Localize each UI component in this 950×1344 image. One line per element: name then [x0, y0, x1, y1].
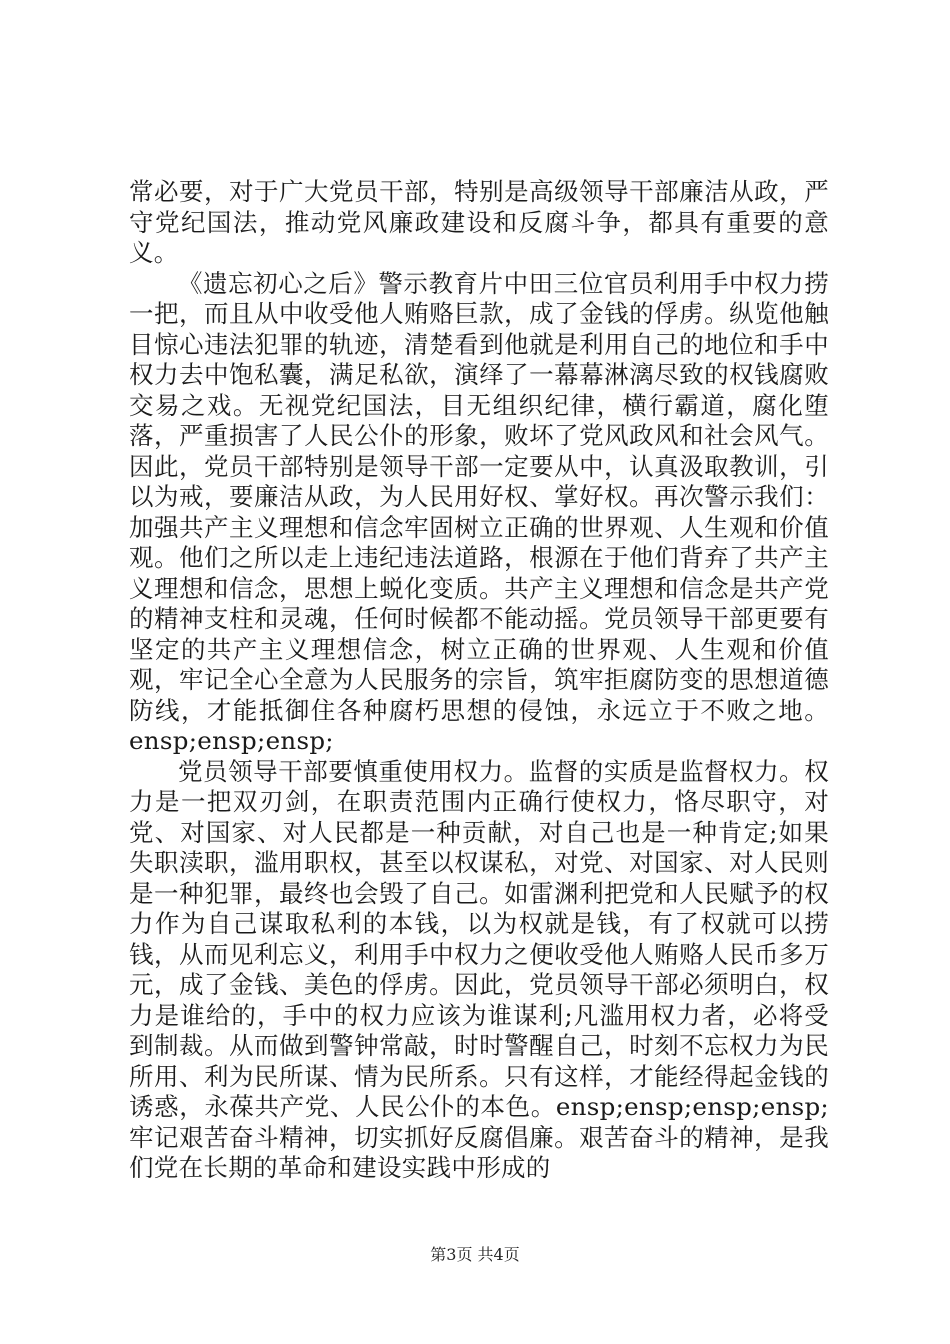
page-number-footer: 第3页 共4页: [430, 1245, 520, 1264]
paragraph-warning-film: 《遗忘初心之后》警示教育片中田三位官员利用手中权力捞一把，而且从中收受他人贿赂巨款，成了金钱的俘虏。纵览他触目惊心违法犯罪的轨迹，清楚看到他就是利用自己的地位和手中权力去中饱私囊，满足私欲，演绎了一幕幕淋漓尽致的权钱腐败交易之戏。无视党纪国法，目无组织纪律，横行霸道，腐化堕落，严重损害了人民公仆的形象，败坏了党风政风和社会风气。因此，党员干部特别是领导干部一定要从中，认真汲取教训，引以为戒，要廉洁从政，为人民用好权、掌好权。再次警示我们：加强共产主义理想和信念牢固树立正确的世界观、人生观和价值观。他们之所以走上违纪违法道路，根源在于他们背弃了共产主义理想和信念，思想上蜕化变质。共产主义理想和信念是共产党的精神支柱和灵魂，任何时候都不能动摇。党员领导干部更要有坚定的共产主义理想信念，树立正确的世界观、人生观和价值观，牢记全心全意为人民服务的宗旨，筑牢拒腐防变的思想道德防线，才能抵御住各种腐朽思想的侵蚀，永远立于不败之地。ensp;ensp;ensp;: [129, 268, 829, 755]
paragraph-use-of-power: 党员领导干部要慎重使用权力。监督的实质是监督权力。权力是一把双刃剑，在职责范围内正确行使权力，恪尽职守，对党、对国家、对人民都是一种贡献，对自己也是一种肯定;如果失职渎职，滥用职权，甚至以权谋私，对党、对国家、对人民则是一种犯罪，最终也会毁了自己。如雷渊利把党和人民赋予的权力作为自己谋取私利的本钱，以为权就是钱，有了权就可以捞钱，从而见利忘义，利用手中权力之便收受他人贿赂人民币多万元，成了金钱、美色的俘虏。因此，党员领导干部必须明白，权力是谁给的，手中的权力应该为谁谋利;凡滥用权力者，必将受到制裁。从而做到警钟常敲，时时警醒自己，时刻不忘权力为民所用、利为民所谋、情为民所系。只有这样，才能经得起金钱的诱惑，永葆共产党、人民公仆的本色。ensp;ensp;ensp;ensp;牢记艰苦奋斗精神，切实抓好反腐倡廉。艰苦奋斗的精神，是我们党在长期的革命和建设实践中形成的: [129, 756, 829, 1182]
document-body: [129, 177, 829, 1184]
paragraph-continuation: 常必要，对于广大党员干部，特别是高级领导干部廉洁从政，严守党纪国法，推动党风廉政建设和反腐斗争，都具有重要的意义。: [129, 177, 829, 267]
